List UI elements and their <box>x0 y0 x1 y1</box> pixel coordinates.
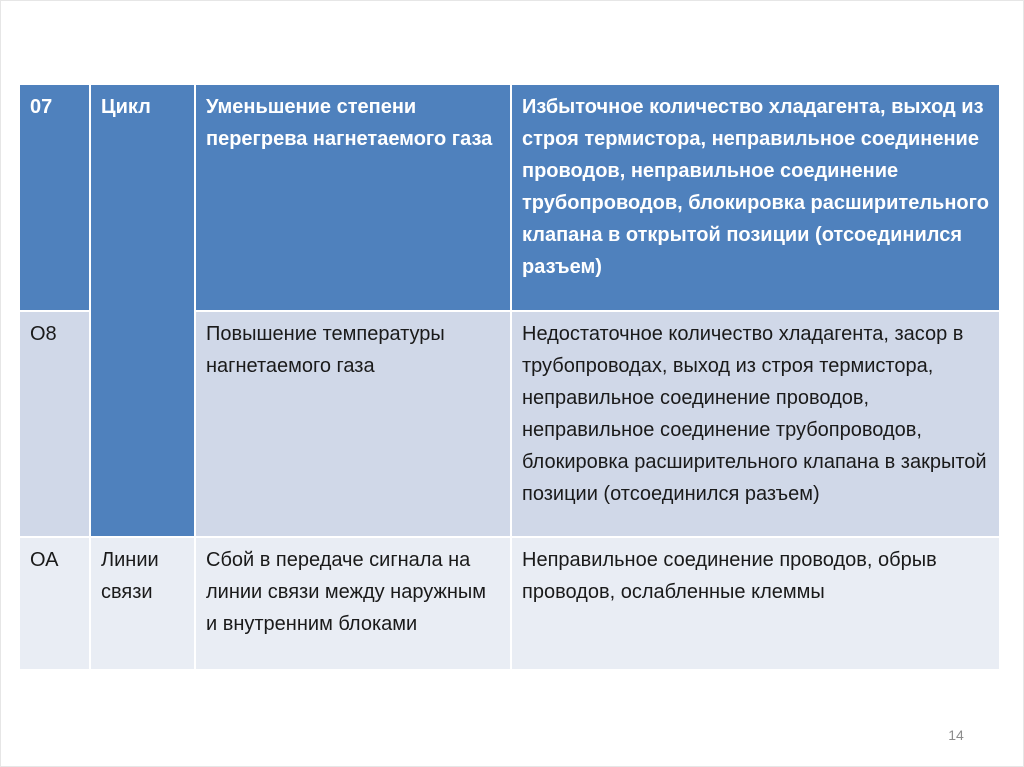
table-cell-causes: Недостаточное количество хладагента, засор в трубопроводах, выход из строя термистора, неправильное соединение проводов, неправильное соединение трубопроводов, блокировка расширительного клапана в закрытой позиции (отсоединился разъем) <box>512 312 999 536</box>
table-cell-description: Сбой в передаче сигнала на линии связи между наружным и внутренним блоками <box>196 538 510 669</box>
table-cell-causes: Неправильное соединение проводов, обрыв проводов, ослабленные клеммы <box>512 538 999 669</box>
table-cell-code: О8 <box>20 312 89 536</box>
table-cell-description: Повышение температуры нагнетаемого газа <box>196 312 510 536</box>
table-cell-category: Цикл <box>91 85 194 536</box>
table-cell-code: 07 <box>20 85 89 310</box>
table-cell-code: ОА <box>20 538 89 669</box>
page-number: 14 <box>948 727 964 743</box>
table-cell-causes: Избыточное количество хладагента, выход из строя термистора, неправильное соединение проводов, неправильное соединение трубопроводов, блокировка расширительного клапана в открытой позиции (отсоединился разъем) <box>512 85 999 310</box>
table-cell-description: Уменьшение степени перегрева нагнетаемого газа <box>196 85 510 310</box>
table-cell-category: Линии связи <box>91 538 194 669</box>
